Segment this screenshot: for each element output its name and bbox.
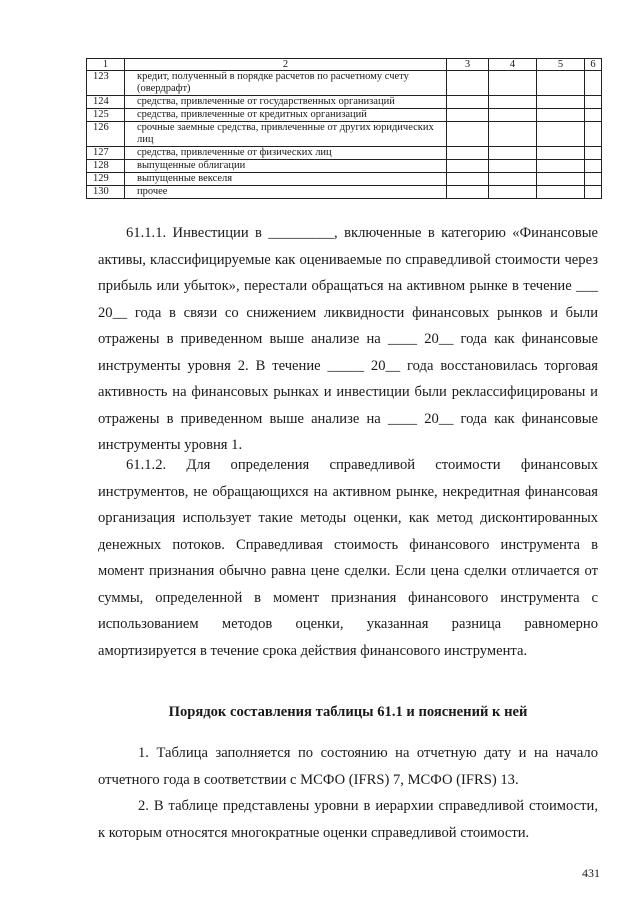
value-cell <box>537 160 585 173</box>
row-code: 125 <box>87 109 125 122</box>
row-label: средства, привлеченные от государственных организаций <box>125 96 447 109</box>
row-code: 128 <box>87 160 125 173</box>
value-cell <box>489 96 537 109</box>
value-cell <box>585 186 602 199</box>
section-heading: Порядок составления таблицы 61.1 и пояснений к ней <box>168 704 528 720</box>
row-label: выпущенные векселя <box>125 173 447 186</box>
table-header-row <box>87 59 602 71</box>
row-code: 123 <box>87 71 125 96</box>
value-cell <box>537 122 585 147</box>
value-cell <box>489 71 537 96</box>
value-cell <box>537 109 585 122</box>
value-cell <box>447 122 489 147</box>
page-number: 431 <box>582 866 600 880</box>
value-cell <box>537 186 585 199</box>
value-cell <box>489 147 537 160</box>
paragraph-61-1-2: 61.1.2. Для определения справедливой стоимости финансовых инструментов, не обращающихся на активном рынке, некредитная финансовая организация использует такие методы оценки, как метод дисконтированных денежных потоков. Справедливая стоимость финансового инструмента в момент признания обычно равна цене сделки. Если цена сделки отличается от суммы, определенной в момент признания финансового инструмента с использованием методов оценки, указанная разница равномерно амортизируется в течение срока действия финансового инструмента. <box>98 457 598 659</box>
row-label: кредит, полученный в порядке расчетов по расчетному счету (овердрафт) <box>125 71 447 96</box>
value-cell <box>537 96 585 109</box>
value-cell <box>489 109 537 122</box>
row-code: 126 <box>87 122 125 147</box>
value-cell <box>489 173 537 186</box>
value-cell <box>585 160 602 173</box>
table-row <box>87 122 602 147</box>
value-cell <box>447 96 489 109</box>
value-cell <box>489 160 537 173</box>
row-code: 130 <box>87 186 125 199</box>
row-label: прочее <box>125 186 447 199</box>
fair-value-table <box>86 58 602 199</box>
paragraph-61-1-1: 61.1.1. Инвестиции в _________, включенные в категорию «Финансовые активы, классифицируемые как оцениваемые по справедливой стоимости через прибыль или убыток», перестали обращаться на активном рынке в течение ___ 20__ года в связи со снижением ликвидности финансовых рынков и были отражены в приведенном выше анализе на ____ 20__ года как финансовые инструменты уровня 2. В течение _____ 20__ года восстановилась торговая активность на финансовых рынках и инвестиции были реклассифицированы и отражены в приведенном выше анализе на ____ 20__ года как финансовые инструменты уровня 1. <box>98 225 598 453</box>
value-cell <box>447 109 489 122</box>
table-row <box>87 173 602 186</box>
instruction-item-2: 2. В таблице представлены уровни в иерархии справедливой стоимости, к которым относятся многократные оценки справедливой стоимости. <box>98 798 598 841</box>
value-cell <box>447 147 489 160</box>
value-cell <box>447 160 489 173</box>
value-cell <box>447 173 489 186</box>
value-cell <box>447 71 489 96</box>
table-row <box>87 147 602 160</box>
header-cell: 6 <box>585 59 602 71</box>
value-cell <box>585 147 602 160</box>
row-label: средства, привлеченные от кредитных организаций <box>125 109 447 122</box>
value-cell <box>537 147 585 160</box>
value-cell <box>585 96 602 109</box>
value-cell <box>537 173 585 186</box>
row-label: средства, привлеченные от физических лиц <box>125 147 447 160</box>
instruction-item-1: 1. Таблица заполняется по состоянию на отчетную дату и на начало отчетного года в соответствии с МСФО (IFRS) 7, МСФО (IFRS) 13. <box>98 745 598 788</box>
table-row <box>87 186 602 199</box>
value-cell <box>489 186 537 199</box>
header-cell: 3 <box>447 59 489 71</box>
table-row <box>87 71 602 96</box>
table-row <box>87 96 602 109</box>
row-label: срочные заемные средства, привлеченные от других юридических лиц <box>125 122 447 147</box>
table-row <box>87 109 602 122</box>
value-cell <box>585 122 602 147</box>
row-code: 124 <box>87 96 125 109</box>
value-cell <box>585 71 602 96</box>
value-cell <box>585 173 602 186</box>
value-cell <box>585 109 602 122</box>
header-cell: 5 <box>537 59 585 71</box>
header-cell: 1 <box>87 59 125 71</box>
header-cell: 4 <box>489 59 537 71</box>
value-cell <box>537 71 585 96</box>
value-cell <box>489 122 537 147</box>
row-code: 129 <box>87 173 125 186</box>
row-code: 127 <box>87 147 125 160</box>
table-row <box>87 160 602 173</box>
header-cell: 2 <box>125 59 447 71</box>
value-cell <box>447 186 489 199</box>
row-label: выпущенные облигации <box>125 160 447 173</box>
